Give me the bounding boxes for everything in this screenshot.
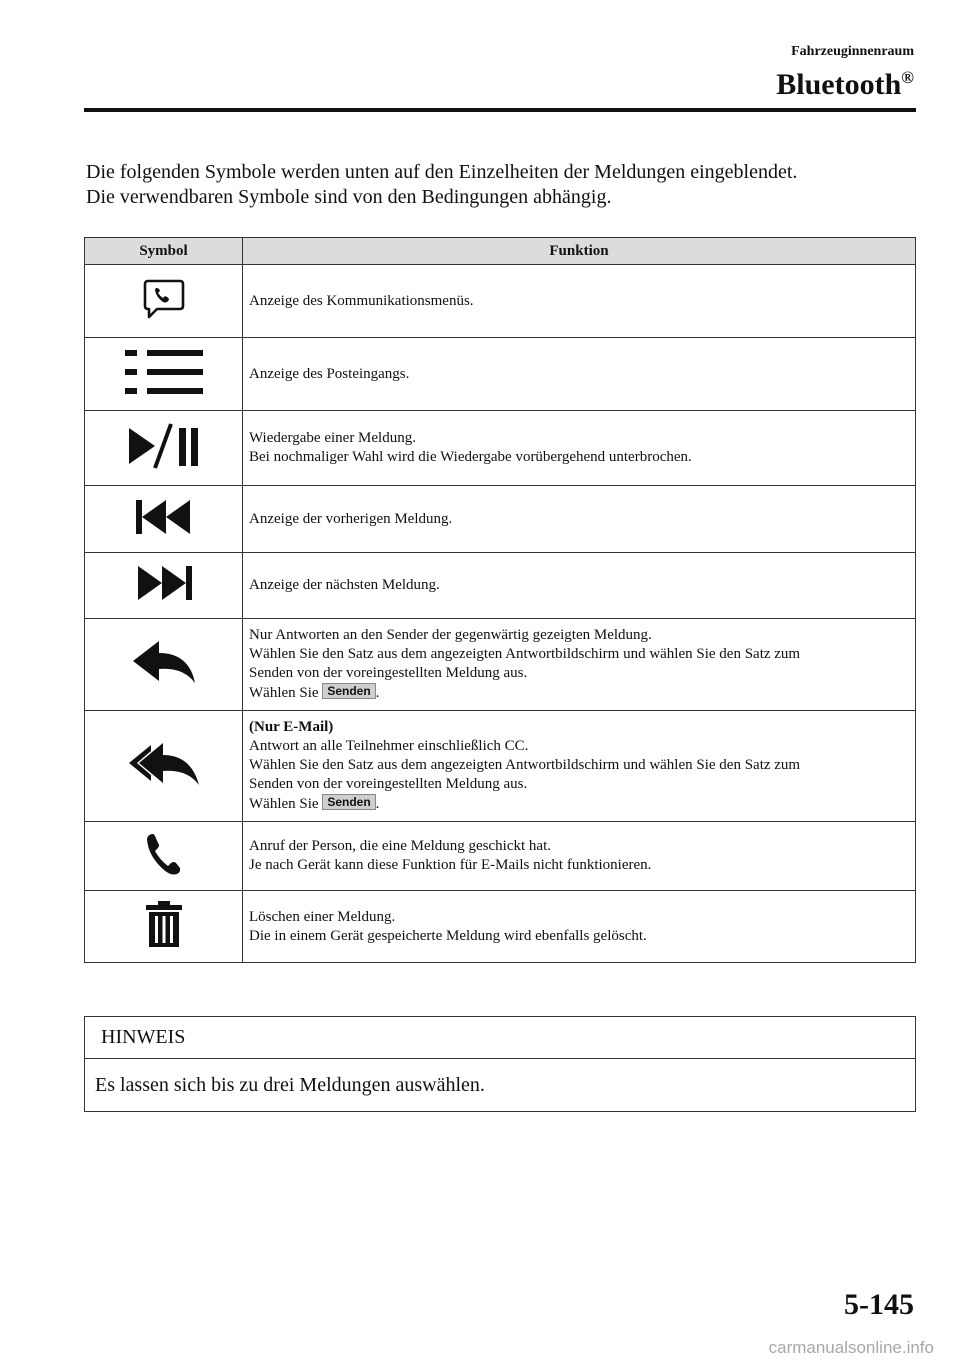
symbol-cell — [85, 265, 243, 338]
table-row — [85, 265, 916, 338]
sentence-end: . — [375, 685, 380, 701]
table-header-row — [85, 238, 916, 265]
registered-mark: ® — [901, 68, 914, 87]
function-text: Die in einem Gerät gespeicherte Meldung wird ebenfalls gelöscht. — [249, 927, 647, 944]
table-row — [85, 711, 916, 822]
function-cell — [243, 553, 916, 619]
table-row — [85, 338, 916, 411]
symbol-cell — [85, 338, 243, 411]
function-text: Bei nochmaliger Wahl wird die Wiedergabe vorübergehend unterbrochen. — [249, 449, 692, 465]
symbol-table — [84, 237, 916, 963]
function-text — [249, 683, 909, 703]
section-title: Fahrzeuginnenraum — [791, 44, 914, 59]
symbol-cell — [85, 822, 243, 891]
page-title — [776, 60, 914, 103]
senden-button: Senden — [322, 794, 375, 810]
select-prefix: Wählen Sie — [249, 796, 319, 812]
trash-icon — [145, 900, 183, 953]
function-cell — [243, 822, 916, 891]
function-cell — [243, 891, 916, 963]
reply-all-icon — [127, 741, 201, 792]
function-heading: (Nur E-Mail) — [249, 719, 334, 735]
page-title-text: Bluetooth — [776, 68, 902, 101]
function-text — [249, 794, 909, 814]
table-row — [85, 553, 916, 619]
symbol-cell — [85, 411, 243, 486]
function-text: Wählen Sie den Satz aus dem angezeigten Antwortbildschirm und wählen Sie den Satz zum — [249, 757, 801, 773]
skip-next-icon — [134, 564, 194, 607]
column-header-function: Funktion — [243, 238, 916, 265]
function-text: Antwort an alle Teilnehmer einschließlich CC. — [249, 738, 529, 754]
function-cell — [243, 711, 916, 822]
function-text: Je nach Gerät kann diese Funktion für E-Mails nicht funktionieren. — [249, 857, 652, 873]
page-number: 5-145 — [844, 1288, 914, 1321]
table-row — [85, 486, 916, 553]
function-text: Anzeige des Kommunikationsmenüs. — [249, 292, 474, 309]
table-row — [85, 891, 916, 963]
intro-line: Die verwendbaren Symbole sind von den Bedingungen abhängig. — [86, 186, 612, 208]
sentence-end: . — [375, 796, 380, 812]
inbox-list-icon — [125, 348, 203, 401]
function-cell — [243, 265, 916, 338]
symbol-cell — [85, 619, 243, 711]
table-row — [85, 411, 916, 486]
function-text: Anzeige des Posteingangs. — [249, 365, 410, 382]
symbol-cell — [85, 486, 243, 553]
phone-icon — [144, 832, 184, 881]
table-row — [85, 619, 916, 711]
senden-button: Senden — [322, 683, 375, 699]
header-rule — [84, 108, 916, 112]
function-text: Anzeige der nächsten Meldung. — [249, 577, 440, 593]
communication-menu-icon — [142, 278, 186, 325]
play-pause-icon — [127, 422, 201, 475]
function-text: Wiedergabe einer Meldung. — [249, 430, 416, 446]
note-body: Es lassen sich bis zu drei Meldungen auswählen. — [95, 1074, 485, 1096]
symbol-cell — [85, 553, 243, 619]
function-text: Nur Antworten an den Sender der gegenwärtig gezeigten Meldung. — [249, 627, 652, 643]
skip-previous-icon — [134, 498, 194, 541]
intro-line: Die folgenden Symbole werden unten auf den Einzelheiten der Meldungen eingeblendet. — [86, 161, 798, 183]
function-text: Wählen Sie den Satz aus dem angezeigten Antwortbildschirm und wählen Sie den Satz zum — [249, 646, 801, 662]
select-prefix: Wählen Sie — [249, 685, 319, 701]
function-text: Senden von der voreingestellten Meldung aus. — [249, 776, 528, 792]
note-box — [84, 1016, 916, 1112]
function-cell — [243, 338, 916, 411]
intro-paragraph — [86, 160, 926, 210]
symbol-cell — [85, 711, 243, 822]
column-header-symbol: Symbol — [85, 238, 243, 265]
note-title: HINWEIS — [85, 1017, 915, 1059]
function-cell — [243, 486, 916, 553]
function-cell — [243, 411, 916, 486]
function-text: Löschen einer Meldung. — [249, 908, 396, 925]
symbol-cell — [85, 891, 243, 963]
function-text: Anzeige der vorherigen Meldung. — [249, 510, 453, 527]
table-row — [85, 822, 916, 891]
function-text: Anruf der Person, die eine Meldung geschickt hat. — [249, 838, 551, 854]
reply-icon — [131, 639, 197, 690]
function-cell — [243, 619, 916, 711]
function-text: Senden von der voreingestellten Meldung aus. — [249, 665, 528, 681]
watermark: carmanualsonline.info — [768, 1338, 934, 1357]
